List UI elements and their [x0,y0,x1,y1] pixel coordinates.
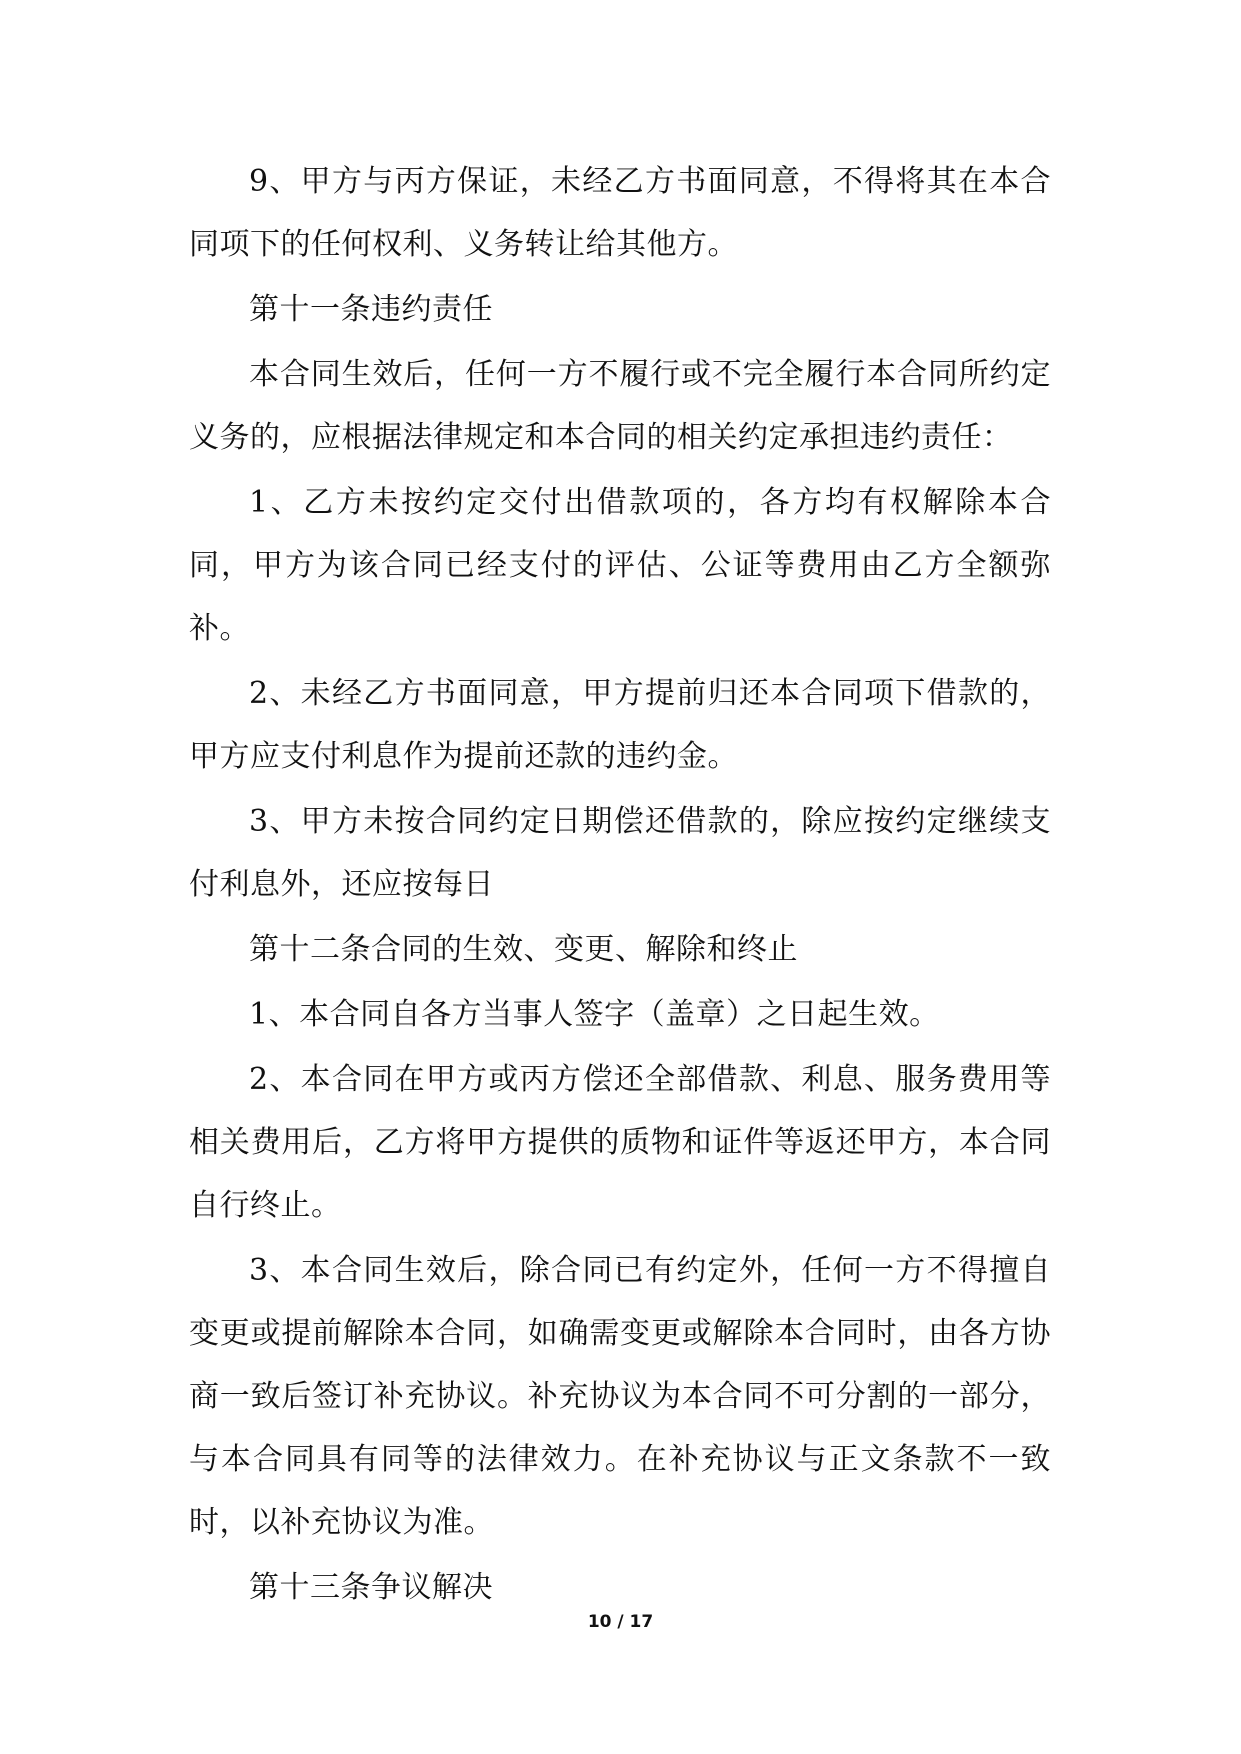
heading-article-11: 第十一条违约责任 [249,292,493,327]
heading-article-13: 第十三条争议解决 [249,1570,493,1605]
paragraph-effect-2: 2、本合同在甲方或丙方偿还全部借款、利息、服务费用等相关费用后，乙方将甲方提供的质物和证件等返还甲方，本合同自行终止。 [189,1062,1051,1223]
paragraph-effect-3: 3、本合同生效后，除合同已有约定外，任何一方不得擅自变更或提前解除本合同，如确需变更或解除本合同时，由各方协商一致后签订补充协议。补充协议为本合同不可分割的一部分，与本合同具有同等的法律效力。在补充协议与正文条款不一致时，以补充协议为准。 [189,1253,1051,1540]
document-body [189,150,1051,1619]
paragraph-breach-2: 2、未经乙方书面同意，甲方提前归还本合同项下借款的，甲方应支付利息作为提前还款的违约金。 [189,676,1051,774]
heading-article-12: 第十二条合同的生效、变更、解除和终止 [249,932,798,967]
paragraph-effect-1: 1、本合同自各方当事人签字（盖章）之日起生效。 [249,997,940,1032]
paragraph-breach-intro: 本合同生效后，任何一方不履行或不完全履行本合同所约定义务的，应根据法律规定和本合同的相关约定承担违约责任： [189,357,1051,455]
paragraph-breach-1: 1、乙方未按约定交付出借款项的，各方均有权解除本合同，甲方为该合同已经支付的评估、公证等费用由乙方全额弥补。 [189,485,1051,646]
paragraph-breach-3: 3、甲方未按合同约定日期偿还借款的，除应按约定继续支付利息外，还应按每日 [189,804,1051,902]
page-number: 10 / 17 [587,1612,654,1632]
paragraph-clause-9: 9、甲方与丙方保证，未经乙方书面同意，不得将其在本合同项下的任何权利、义务转让给其他方。 [189,164,1051,262]
